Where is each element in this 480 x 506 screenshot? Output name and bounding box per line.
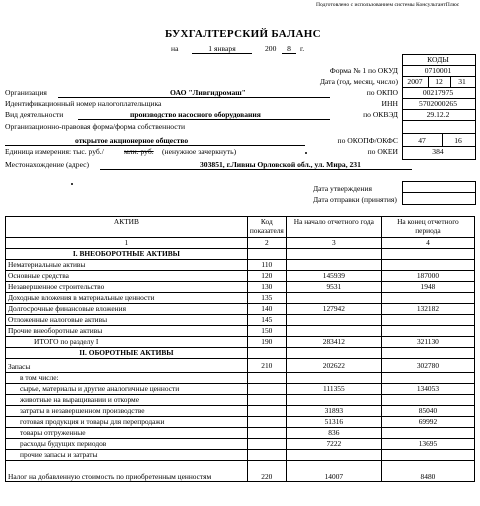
- table-row: [6, 260, 475, 271]
- row-end: [381, 428, 474, 439]
- row-code: 110: [247, 260, 286, 271]
- section-row: [6, 348, 475, 359]
- document-title: БУХГАЛТЕРСКИЙ БАЛАНС: [165, 28, 321, 40]
- row-end: 132182: [381, 304, 474, 315]
- location-label: Местонахождение (адрес): [5, 160, 90, 169]
- date-code-day: 31: [458, 77, 466, 86]
- okpo-label: по ОКПО: [366, 88, 398, 97]
- form-label: Форма № 1 по ОКУД: [329, 66, 398, 75]
- including-row: [6, 373, 475, 384]
- row-end: 85040: [381, 406, 474, 417]
- row-code: 150: [247, 326, 286, 337]
- inn-label: ИНН: [381, 99, 398, 108]
- row-end: [381, 326, 474, 337]
- row-code: 210: [247, 359, 286, 373]
- date-code-year: 2007: [407, 77, 423, 86]
- row-code: 130: [247, 282, 286, 293]
- row-code: 120: [247, 271, 286, 282]
- table-row: [6, 428, 475, 439]
- org-label: Организация: [5, 88, 47, 97]
- sent-date-label: Дата отправки (принятия): [313, 195, 397, 204]
- row-name: затраты в незавершенном производстве: [6, 406, 248, 417]
- row-name: Незавершенное строительство: [6, 282, 248, 293]
- table-row: [6, 304, 475, 315]
- row-start: 145939: [286, 271, 381, 282]
- section-title: I. ВНЕОБОРОТНЫЕ АКТИВЫ: [6, 249, 248, 260]
- approval-box: [402, 181, 476, 205]
- approval-date-label: Дата утверждения: [313, 184, 372, 193]
- row-end: [381, 315, 474, 326]
- unit-struck: млн. руб.: [124, 147, 154, 156]
- okei-label: по ОКЕИ: [367, 147, 398, 156]
- row-end: [381, 293, 474, 304]
- row-start: 836: [286, 428, 381, 439]
- table-row: [6, 293, 475, 304]
- row-name: Нематериальные активы: [6, 260, 248, 271]
- location-value: 303851, г.Ливны Орловской обл., ул. Мира, 231: [200, 160, 361, 169]
- activity-value: производство насосного оборудования: [130, 110, 261, 119]
- col-number: 2: [247, 238, 286, 249]
- row-name: Прочие внеоборотные активы: [6, 326, 248, 337]
- row-code: 220: [247, 461, 286, 482]
- table-row: [6, 406, 475, 417]
- date-year-g: г.: [300, 44, 305, 53]
- row-name: Доходные вложения в материальные ценности: [6, 293, 248, 304]
- org-value: ОАО "Ливгидромаш": [170, 88, 246, 97]
- row-name: расходы будущих периодов: [6, 439, 248, 450]
- header-code: Код показателя: [247, 217, 286, 238]
- unit-note: (ненужное зачеркнуть): [162, 147, 237, 156]
- row-start: [286, 326, 381, 337]
- row-start: 7222: [286, 439, 381, 450]
- row-name: товары отгруженные: [6, 428, 248, 439]
- row-end: 321130: [381, 337, 474, 348]
- source-note: Подготовлено с использованием системы КонсультантПлюс: [316, 2, 460, 8]
- date-year-prefix: 200: [265, 44, 277, 53]
- table-row: [6, 315, 475, 326]
- row-name: Налог на добавленную стоимость по приобретенным ценностям: [6, 461, 248, 482]
- okpo-code: 00217975: [422, 88, 454, 97]
- row-start: 9531: [286, 282, 381, 293]
- row-start: 127942: [286, 304, 381, 315]
- okopf-code: 47: [418, 136, 426, 145]
- row-end: 13695: [381, 439, 474, 450]
- row-name: готовая продукция и товары для перепродажи: [6, 417, 248, 428]
- col-number: 1: [6, 238, 248, 249]
- column-number-row: [6, 238, 475, 249]
- date-prefix: на: [171, 44, 179, 53]
- row-end: [381, 395, 474, 406]
- date-label: Дата (год, месяц, число): [319, 77, 398, 86]
- row-end: 302780: [381, 359, 474, 373]
- row-end: 187000: [381, 271, 474, 282]
- balance-table: [5, 216, 475, 482]
- row-name: животные на выращивании и откорме: [6, 395, 248, 406]
- date-day-month: 1 января: [192, 44, 252, 54]
- including-label: в том числе:: [6, 373, 248, 384]
- table-header-row: [6, 217, 475, 238]
- row-end: 1948: [381, 282, 474, 293]
- table-row: [6, 461, 475, 482]
- row-end: [381, 260, 474, 271]
- row-end: 8480: [381, 461, 474, 482]
- legal-form-value: открытое акционерное общество: [75, 136, 189, 145]
- table-row: [6, 282, 475, 293]
- table-row: [6, 450, 475, 461]
- okopf-label: по ОКОПФ/ОКФС: [337, 136, 398, 145]
- table-row: [6, 417, 475, 428]
- row-code: 135: [247, 293, 286, 304]
- section-row: [6, 249, 475, 260]
- row-name: ИТОГО по разделу I: [6, 337, 248, 348]
- table-row-total: [6, 337, 475, 348]
- row-end: 69992: [381, 417, 474, 428]
- row-start: [286, 450, 381, 461]
- okved-code: 29.12.2: [426, 110, 450, 119]
- row-start: 283412: [286, 337, 381, 348]
- header-start: На начало отчетного года: [286, 217, 381, 238]
- table-row: [6, 384, 475, 395]
- codes-title: КОДЫ: [427, 55, 449, 64]
- row-start: 111355: [286, 384, 381, 395]
- row-code: 140: [247, 304, 286, 315]
- row-name: Запасы: [6, 359, 248, 373]
- table-row: [6, 439, 475, 450]
- row-code: 145: [247, 315, 286, 326]
- inn-code: 5702000265: [419, 99, 457, 108]
- row-start: [286, 260, 381, 271]
- row-end: [381, 450, 474, 461]
- row-start: 31893: [286, 406, 381, 417]
- row-code: 190: [247, 337, 286, 348]
- row-start: 51316: [286, 417, 381, 428]
- row-name: Отложенные налоговые активы: [6, 315, 248, 326]
- row-start: [286, 293, 381, 304]
- okei-code: 384: [432, 147, 444, 156]
- header-asset: АКТИВ: [6, 217, 248, 238]
- legal-form-label: Организационно-правовая форма/форма собственности: [5, 122, 186, 131]
- row-name: Основные средства: [6, 271, 248, 282]
- date-code-month: 12: [435, 77, 443, 86]
- row-start: [286, 315, 381, 326]
- unit-label: Единица измерения: тыс. руб./: [5, 147, 104, 156]
- row-end: 134053: [381, 384, 474, 395]
- section-title: II. ОБОРОТНЫЕ АКТИВЫ: [6, 348, 248, 359]
- col-number: 3: [286, 238, 381, 249]
- activity-label: Вид деятельности: [5, 110, 64, 119]
- table-row: [6, 271, 475, 282]
- table-row: [6, 326, 475, 337]
- row-start: 14007: [286, 461, 381, 482]
- row-start: [286, 395, 381, 406]
- date-year-suffix: 8: [282, 44, 296, 54]
- form-code: 0710001: [424, 66, 452, 75]
- row-start: 202622: [286, 359, 381, 373]
- col-number: 4: [381, 238, 474, 249]
- okfs-code: 16: [454, 136, 462, 145]
- row-name: сырье, материалы и другие аналогичные ценности: [6, 384, 248, 395]
- header-end: На конец отчетного периода: [381, 217, 474, 238]
- table-row: [6, 395, 475, 406]
- row-name: прочие запасы и затраты: [6, 450, 248, 461]
- okved-label: по ОКВЭД: [363, 110, 398, 119]
- row-name: Долгосрочные финансовые вложения: [6, 304, 248, 315]
- inn-row-label: Идентификационный номер налогоплательщика: [5, 99, 162, 108]
- table-row: [6, 359, 475, 373]
